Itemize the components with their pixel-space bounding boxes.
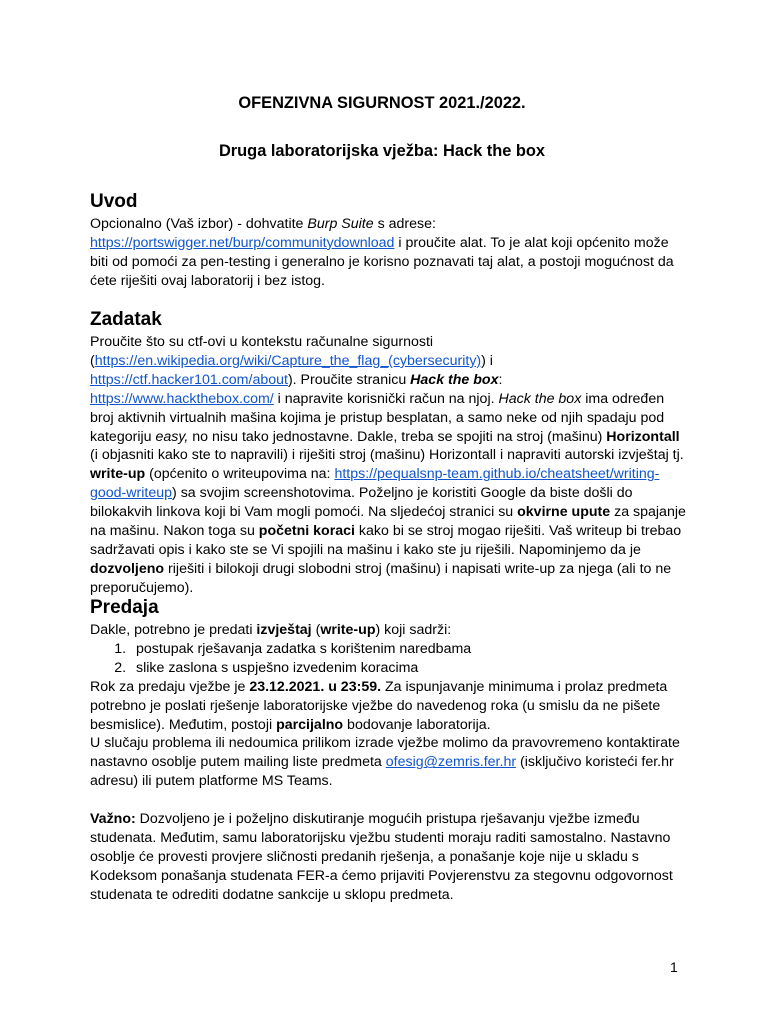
paragraph-deadline [90,678,690,735]
izvjestaj: izvještaj [256,622,312,638]
link-burp-download[interactable]: https://portswigger.net/burp/communitydownload [90,234,395,251]
machine-horizontall: Horizontall [606,428,680,445]
submission-list [90,640,690,678]
heading-zadatak: Zadatak [90,309,162,330]
text: ima određen broj aktivnih virtualnih mašina kojima je pristup besplatan, a samo neke od njih spadaju pod kategoriju [90,390,665,445]
link-wikipedia-ctf[interactable]: https://en.wikipedia.org/wiki/Capture_the_flag_(cybersecurity) [94,352,482,369]
section-predaja [90,596,690,905]
text: s adrese: [373,216,436,232]
list-item: 1. postupak rješavanja zadatka s korištenim naredbama [130,640,690,659]
link-email[interactable]: ofesig@zemris.fer.hr [385,754,517,771]
document-title: OFENZIVNA SIGURNOST 2021./2022. [238,94,526,112]
text: (isključivo koristeći fer.hr adresu) ili putem platforme MS Teams. [90,754,674,790]
text: ). Proučite stranicu [287,371,411,388]
deadline-date: 23.12.2021. u 23:59. [249,678,382,695]
text: Rok za predaju vježbe je [90,678,250,695]
dozvoljeno: dozvoljeno [90,560,165,577]
text: Za ispunjavanje minimuma i prolaz predmeta potrebno je poslati rješenje laboratorijske vježbe do navedenog roka (u smislu da ne pišete besmislice). Međutim, postoji [90,678,668,733]
text: i napravite korisnički račun na njoj. [273,390,499,407]
paragraph-zadatak [90,333,690,598]
hack-the-box-name: Hack the box [498,390,582,407]
paragraph-uvod [90,215,690,291]
text: ) koji sadrži: [375,622,452,638]
link-hackthebox[interactable]: https://www.hackthebox.com/ [90,390,274,407]
page-number: 1 [670,959,678,975]
text: bodovanje laboratorija. [343,716,491,733]
text: U slučaju problema ili nedoumica prilikom izrade vježbe molimo da pravovremeno kontaktirate nastavno osoblje putem mailing liste predmeta [90,735,680,771]
text: (općenito o writeupovima na: [145,466,335,483]
list-item: 2. slike zaslona s uspješno izvedenim koracima [130,659,690,678]
text: ( [311,622,321,638]
hack-the-box-name: Hack the box [410,371,499,388]
link-hacker101[interactable]: https://ctf.hacker101.com/about [90,371,288,388]
text: Opcionalno (Vaš izbor) - dohvatite [90,216,308,232]
pocetni-koraci: početni koraci [258,523,355,540]
text: : [498,371,503,388]
text: Dakle, potrebno je predati [90,622,257,638]
easy-category: easy, [155,428,189,445]
text: riješiti i bilokoji drugi slobodni stroj (mašinu) i napisati write-up za njega (ali to ne preporučujemo). [90,560,672,596]
link-writeup-cheatsheet[interactable]: https://pequalsnp-team.github.io/cheatsheet/writing-good-writeup [90,466,660,502]
important-label: Važno: [90,811,136,828]
text: i proučite alat. To je alat koji općenito može biti od pomoći za pen-testing i generalno je korisno poznavati taj alat, a postoji mogućnost da ćete riješiti ovaj laboratorij i bez istog. [90,234,674,289]
text: Proučite što su ctf-ovi u kontekstu računalne sigurnosti ( [90,334,434,369]
paragraph-predaja-intro [90,621,690,640]
section-uvod [90,190,690,291]
section-zadatak [90,308,690,598]
paragraph-important [90,810,690,905]
document-subtitle: Druga laboratorijska vježba: Hack the box [218,142,546,160]
text: za spajanje na mašinu. Nakon toga su [90,504,686,540]
heading-uvod: Uvod [90,191,138,212]
write-up-term: write-up [320,622,376,638]
text: ) sa svojim screenshotovima. Poželjno je koristiti Google da biste došli do bilokakvih linkova koji bi Vam mogli pomoći. Na sljedećoj stranici su [90,485,633,521]
text: no nisu tako jednostavne. Dakle, treba se spojiti na stroj (mašinu) [188,428,607,445]
okvirne-upute: okvirne upute [517,504,611,521]
text: ) i [481,352,493,369]
parcijalno: parcijalno [276,716,344,733]
text: kako bi se stroj mogao riješiti. Vaš writeup bi trebao sadržavati opis i kako ste se Vi spojili na mašinu i kako ste ju riješili. Napominjemo da je [90,523,682,558]
write-up-term: write-up [90,466,146,483]
text: (i objasniti kako ste to napravili) i riješiti stroj (mašinu) Horizontall i napraviti autorski izvještaj tj. [90,447,684,464]
paragraph-problems [90,734,690,791]
burp-suite-name: Burp Suite [307,216,374,232]
text: Dozvoljeno je i poželjno diskutiranje mogućih pristupa rješavanju vježbe između studenata. Međutim, samu laboratorijsku vježbu studenti moraju raditi samostalno. Nastavno osoblje će provesti provjere sličnosti predanih rješenja, a ponašanje koje nije u skladu s Kodeksom ponašanja studenata FER-a ćemo prijaviti Povjerenstvu za stegovnu odgovornost studenata te odrediti dodatne sankcije u sklopu predmeta. [90,811,673,903]
heading-predaja: Predaja [90,597,159,618]
